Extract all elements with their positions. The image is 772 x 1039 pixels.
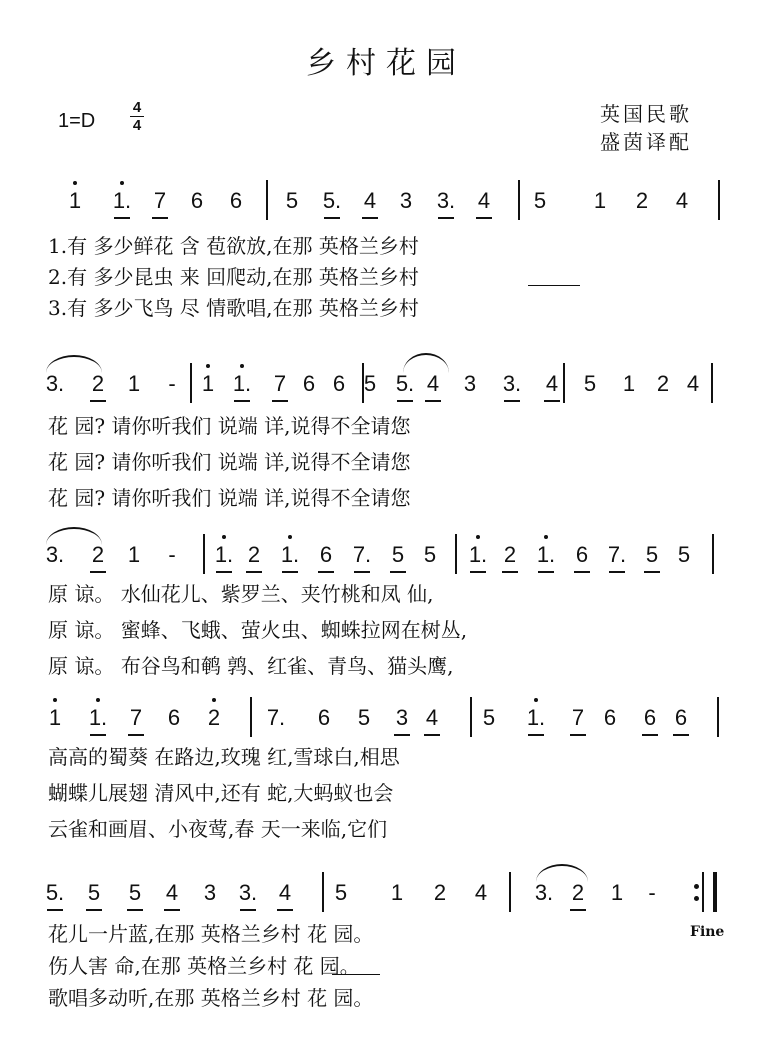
note-row (0, 880, 772, 910)
note: - (168, 371, 176, 396)
note: 5 (533, 188, 547, 213)
bar-line (322, 872, 324, 912)
note: 2 (88, 542, 108, 568)
note: 7 (150, 188, 170, 214)
note: 2 (204, 705, 224, 731)
note: 5 (285, 188, 299, 213)
note: 1. (280, 542, 300, 567)
bar-line (203, 534, 205, 574)
note: 2 (568, 880, 588, 906)
note: 4 (474, 188, 494, 214)
note: 2 (433, 880, 447, 905)
bar-line (563, 363, 565, 403)
note: 1 (127, 371, 141, 396)
lyric-underline (332, 974, 380, 975)
note: 7 (126, 705, 146, 731)
note: 4 (360, 188, 380, 214)
note: 6 (332, 371, 346, 396)
note-row (0, 705, 772, 735)
lyric-verse-3: 花 园? 请你听我们 说端 详,说得不全请您 (48, 486, 411, 510)
final-repeat-bar (702, 872, 717, 912)
note: 5 (583, 371, 597, 396)
note: 4 (162, 880, 182, 906)
note: 2 (635, 188, 649, 213)
bar-line (266, 180, 268, 220)
note: 1 (198, 371, 218, 397)
bar-line (718, 180, 720, 220)
bar-line (455, 534, 457, 574)
time-signature-top: 4 (132, 99, 142, 116)
note: 1. (232, 371, 252, 396)
song-arranger: 盛茵译配 (600, 130, 692, 154)
bar-line (362, 363, 364, 403)
bar-line (717, 697, 719, 737)
key-signature: 1=D (58, 110, 96, 132)
note: 1 (390, 880, 404, 905)
note: 3. (436, 188, 456, 213)
note: 3. (45, 542, 65, 567)
lyric-verse-2: 蝴蝶儿展翅 清风中,还有 蛇,大蚂蚁也会 (48, 781, 394, 805)
note: 1. (214, 542, 234, 567)
note: - (168, 542, 176, 567)
note: 6 (167, 705, 181, 730)
note: 5 (363, 371, 377, 396)
note: 6 (190, 188, 204, 213)
note: 1 (45, 705, 65, 731)
note: 1 (65, 188, 85, 214)
note: 6 (229, 188, 243, 213)
bar-line (509, 872, 511, 912)
note: 6 (603, 705, 617, 730)
note: 1. (526, 705, 546, 730)
note: 5 (84, 880, 104, 906)
note-row (0, 371, 772, 401)
time-signature (128, 99, 146, 134)
repeat-dot (694, 896, 699, 901)
bar-line (470, 697, 472, 737)
bar-line (711, 363, 713, 403)
note: 2 (244, 542, 264, 568)
note: 4 (542, 371, 562, 397)
lyric-verse-1: 花 园? 请你听我们 说端 详,说得不全请您 (48, 414, 411, 438)
slur (46, 355, 102, 373)
note-row (0, 542, 772, 572)
lyric-underline (528, 285, 580, 286)
note: 4 (675, 188, 689, 213)
note: 7. (607, 542, 627, 567)
note: 1. (536, 542, 556, 567)
song-title: 乡村花园 (306, 46, 466, 81)
lyric-verse-3: 3.有 多少飞鸟 尽 情歌唱,在那 英格兰乡村 (48, 296, 419, 320)
note: 1 (622, 371, 636, 396)
note: 3. (45, 371, 65, 396)
note: 5. (395, 371, 415, 396)
bar-line (712, 534, 714, 574)
note: 1. (468, 542, 488, 567)
lyric-verse-1: 原 谅。 水仙花儿、紫罗兰、夹竹桃和凤 仙, (48, 582, 434, 606)
note: 1. (88, 705, 108, 730)
note: 3. (502, 371, 522, 396)
lyric-verse-2: 花 园? 请你听我们 说端 详,说得不全请您 (48, 450, 411, 474)
bar-line (250, 697, 252, 737)
note: 6 (671, 705, 691, 731)
note: 5 (334, 880, 348, 905)
fine-mark: Fine (690, 924, 725, 940)
note: 5 (423, 542, 437, 567)
note-row (0, 188, 772, 218)
note: 3 (399, 188, 413, 213)
note: 3. (534, 880, 554, 905)
note: 4 (423, 371, 443, 397)
time-signature-bottom: 4 (132, 117, 142, 134)
lyric-verse-3: 云雀和画眉、小夜莺,春 天一来临,它们 (48, 817, 388, 841)
lyric-verse-3: 歌唱多动听,在那 英格兰乡村 花 园。 (48, 986, 374, 1010)
note: 1 (610, 880, 624, 905)
lyric-verse-1: 高高的蜀葵 在路边,玫瑰 红,雪球白,相思 (48, 745, 400, 769)
note: 5 (482, 705, 496, 730)
note: - (648, 880, 656, 905)
note: 7 (568, 705, 588, 731)
note: 3 (392, 705, 412, 731)
note: 5 (357, 705, 371, 730)
note: 4 (686, 371, 700, 396)
lyric-verse-2: 2.有 多少昆虫 来 回爬动,在那 英格兰乡村 (48, 265, 419, 289)
note: 5 (125, 880, 145, 906)
note: 7. (352, 542, 372, 567)
bar-line (190, 363, 192, 403)
note: 2 (500, 542, 520, 568)
bar-line (518, 180, 520, 220)
note: 3 (203, 880, 217, 905)
note: 5. (322, 188, 342, 213)
note: 1 (127, 542, 141, 567)
lyric-verse-1: 1.有 多少鲜花 含 苞欲放,在那 英格兰乡村 (48, 234, 419, 258)
note: 5. (45, 880, 65, 905)
note: 4 (422, 705, 442, 731)
song-origin: 英国民歌 (600, 102, 692, 126)
note: 4 (474, 880, 488, 905)
note: 7. (266, 705, 286, 730)
note: 6 (302, 371, 316, 396)
note: 1 (593, 188, 607, 213)
note: 6 (316, 542, 336, 568)
note: 3. (238, 880, 258, 905)
note: 6 (317, 705, 331, 730)
note: 3 (463, 371, 477, 396)
lyric-verse-2: 伤人害 命,在那 英格兰乡村 花 园。 (48, 954, 360, 978)
slur (403, 353, 449, 373)
note: 2 (656, 371, 670, 396)
slur (536, 864, 588, 882)
lyric-verse-1: 花儿一片蓝,在那 英格兰乡村 花 园。 (48, 922, 374, 946)
lyric-verse-2: 原 谅。 蜜蜂、飞蛾、萤火虫、蜘蛛拉网在树丛, (48, 618, 468, 642)
note: 4 (275, 880, 295, 906)
note: 5 (388, 542, 408, 568)
note: 6 (640, 705, 660, 731)
note: 2 (88, 371, 108, 397)
note: 7 (270, 371, 290, 397)
note: 5 (677, 542, 691, 567)
lyric-verse-3: 原 谅。 布谷鸟和鹌 鹑、红雀、青鸟、猫头鹰, (48, 654, 454, 678)
note: 5 (642, 542, 662, 568)
repeat-dot (694, 884, 699, 889)
note: 6 (572, 542, 592, 568)
slur (46, 527, 102, 545)
note: 1. (112, 188, 132, 213)
